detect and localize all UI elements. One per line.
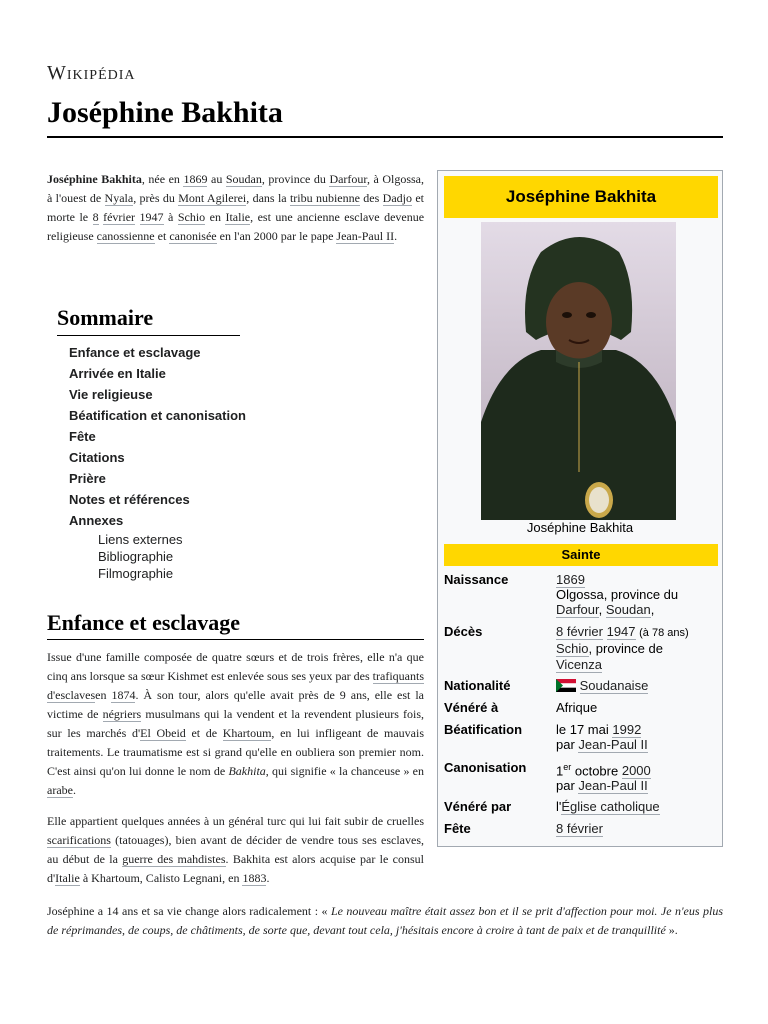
label-deces: Décès bbox=[444, 624, 483, 639]
link-guerre-mahdistes[interactable]: guerre des mahdistes bbox=[122, 852, 226, 866]
link-soudan-infobox[interactable]: Soudan bbox=[605, 602, 651, 617]
link-1883[interactable]: 1883 bbox=[242, 871, 267, 885]
link-jean-paul-ii[interactable]: Jean-Paul II bbox=[336, 229, 395, 243]
emphasis-bakhita: Bakhita bbox=[228, 764, 266, 778]
toc-list bbox=[57, 342, 246, 582]
text: (tatouages), bien avant de décider de vendre tous ses esclaves, au début de la bbox=[47, 833, 424, 866]
link-khartoum[interactable]: Khartoum bbox=[222, 726, 272, 740]
text: . bbox=[266, 871, 270, 885]
toc-title: Sommaire bbox=[57, 305, 154, 330]
link-nyala[interactable]: Nyala bbox=[104, 191, 134, 205]
toc-item[interactable]: Notes et références bbox=[69, 492, 190, 507]
text: au bbox=[207, 172, 226, 186]
link-arabe[interactable]: arabe bbox=[47, 783, 73, 797]
text: à Khartoum, Calisto Legnani, en bbox=[79, 871, 243, 885]
text: Olgossa, province du bbox=[556, 587, 679, 602]
value-fete bbox=[556, 821, 718, 836]
portrait-illustration bbox=[481, 222, 676, 520]
link-trafiquants[interactable]: trafiquants d'esclaves bbox=[47, 669, 424, 702]
text: et morte le bbox=[47, 191, 424, 224]
link-8[interactable]: 8 bbox=[92, 210, 99, 224]
value-venere-par bbox=[556, 799, 718, 814]
label-venere-a: Vénéré à bbox=[444, 700, 499, 715]
text: . À son tour, alors qu'elle avait près de 9 ans, elle est la victime de bbox=[47, 688, 424, 721]
link-1992[interactable]: 1992 bbox=[612, 722, 642, 737]
text: , dans la bbox=[246, 191, 290, 205]
link-8-fevrier-infobox[interactable]: 8 février bbox=[556, 624, 603, 639]
toc-subitem[interactable]: Liens externes bbox=[98, 532, 183, 547]
text: Issue d'une famille composée de quatre sœurs et de trois frères, elle n'a que cinq ans lorsque sa sœur Kishmet est enlevée sous ses yeux par des bbox=[47, 650, 424, 683]
link-soudanaise[interactable]: Soudanaise bbox=[579, 678, 649, 693]
text: en bbox=[95, 688, 112, 702]
link-canonisee[interactable]: canonisée bbox=[169, 229, 217, 243]
link-1869-infobox[interactable]: 1869 bbox=[556, 572, 585, 587]
toc-item[interactable]: Fête bbox=[69, 429, 96, 444]
toc-item[interactable]: Arrivée en Italie bbox=[69, 366, 166, 381]
toc-subitem[interactable]: Filmographie bbox=[98, 566, 174, 581]
link-jean-paul-ii-beat[interactable]: Jean-Paul II bbox=[578, 737, 648, 752]
section-divider bbox=[47, 639, 424, 640]
text: en l'an 2000 par le pape bbox=[216, 229, 337, 243]
title-divider bbox=[47, 136, 723, 138]
text: , près du bbox=[133, 191, 179, 205]
text: le 17 mai bbox=[556, 722, 613, 737]
text: en bbox=[205, 210, 226, 224]
link-darfour[interactable]: Darfour bbox=[329, 172, 367, 186]
link-fevrier[interactable]: février bbox=[103, 210, 136, 224]
table-of-contents bbox=[57, 305, 246, 582]
portrait-caption: Joséphine Bakhita bbox=[526, 520, 634, 535]
age: (à 78 ans) bbox=[639, 627, 689, 639]
toc-divider bbox=[57, 335, 240, 336]
text: des bbox=[359, 191, 383, 205]
link-2000[interactable]: 2000 bbox=[621, 763, 651, 779]
toc-subitem[interactable]: Bibliographie bbox=[98, 549, 174, 564]
infobox-title: Joséphine Bakhita bbox=[444, 176, 718, 218]
text: Elle appartient quelques années à un général turc qui lui fait subir de cruelles bbox=[47, 814, 424, 828]
text: ». bbox=[665, 923, 678, 937]
text: er bbox=[563, 762, 572, 772]
quote: Le nouveau maître était assez bon et il se prit d'affection pour moi. Je n'eus plus de réprimandes, de coups, de châtiments, de sorte que, devant tout cela, j'hésitais encore à croire à tant de paix et de tranquillité bbox=[47, 904, 723, 937]
link-scarifications[interactable]: scarifications bbox=[47, 833, 111, 847]
text: Joséphine a 14 ans et sa vie change alors radicalement : « bbox=[47, 904, 331, 918]
text: . bbox=[394, 229, 398, 243]
text: et de bbox=[185, 726, 223, 740]
wikipedia-wordmark[interactable]: Wikipédia bbox=[47, 62, 136, 84]
link-italie[interactable]: Italie bbox=[225, 210, 251, 224]
text: à bbox=[163, 210, 178, 224]
text: , qui signifie « la chanceuse » en bbox=[265, 764, 425, 778]
value-nationalite bbox=[556, 678, 718, 693]
text: , province du bbox=[261, 172, 330, 186]
link-canossienne[interactable]: canossienne bbox=[96, 229, 155, 243]
link-vicenza-infobox[interactable]: Vicenza bbox=[556, 657, 603, 672]
text: musulmans qui la vendent et la revendent plusieurs fois, sur les marchés d' bbox=[47, 707, 424, 740]
infobox bbox=[437, 170, 723, 847]
intro-subject: Joséphine Bakhita bbox=[47, 172, 142, 186]
text: 1 bbox=[556, 763, 564, 779]
link-1874[interactable]: 1874 bbox=[111, 688, 136, 702]
intro-paragraph bbox=[47, 170, 424, 246]
section1-paragraph-1 bbox=[47, 648, 424, 800]
text: , née en bbox=[141, 172, 184, 186]
value-beatification bbox=[556, 722, 718, 752]
sudan-flag-icon bbox=[556, 679, 576, 692]
link-1947[interactable]: 1947 bbox=[139, 210, 164, 224]
section-heading-enfance: Enfance et esclavage bbox=[47, 610, 241, 635]
link-1869[interactable]: 1869 bbox=[183, 172, 208, 186]
link-italie-2[interactable]: Italie bbox=[55, 871, 80, 885]
label-fete: Fête bbox=[444, 821, 471, 836]
value-canonisation bbox=[556, 760, 718, 793]
value-venere-a: Afrique bbox=[556, 700, 598, 715]
link-schio[interactable]: Schio bbox=[177, 210, 206, 224]
text: , en lui infligeant de mauvais traitements. Le traumatisme est si grand qu'elle en oubliera son premier nom. C'est ainsi qu'on lui donne le nom de bbox=[47, 726, 424, 778]
value-naissance: 1869 Olgossa, province du Darfour, Soudan, bbox=[556, 572, 679, 617]
value-deces bbox=[556, 624, 718, 673]
text: par bbox=[556, 778, 579, 794]
section1-paragraph-3 bbox=[47, 902, 723, 940]
link-schio-infobox[interactable]: Schio bbox=[556, 641, 589, 656]
label-naissance: Naissance bbox=[444, 572, 509, 587]
page-title: Joséphine Bakhita bbox=[47, 96, 283, 129]
link-8-fevrier-fete[interactable]: 8 février bbox=[556, 821, 603, 836]
text: , province de bbox=[588, 641, 663, 656]
label-nationalite: Nationalité bbox=[444, 678, 511, 693]
text: par bbox=[556, 737, 579, 752]
toc-item[interactable]: Enfance et esclavage bbox=[69, 345, 201, 360]
text: octobre bbox=[571, 763, 622, 779]
label-venere-par: Vénéré par bbox=[444, 799, 512, 814]
label-beatification: Béatification bbox=[444, 722, 523, 737]
text: , à Olgossa, à l'ouest de bbox=[47, 172, 424, 205]
label-canonisation: Canonisation bbox=[444, 760, 527, 775]
portrait-image[interactable] bbox=[481, 222, 676, 520]
toc-item[interactable]: Béatification et canonisation bbox=[69, 408, 246, 423]
link-jean-paul-ii-canon[interactable]: Jean-Paul II bbox=[578, 778, 648, 794]
toc-item[interactable]: Vie religieuse bbox=[69, 387, 153, 402]
text: . Bakhita est alors acquise par le consul d' bbox=[47, 852, 424, 885]
text: , bbox=[650, 602, 655, 617]
infobox-subtitle: Sainte bbox=[444, 544, 718, 566]
link-soudan[interactable]: Soudan bbox=[225, 172, 262, 186]
link-el-obeid[interactable]: El Obeid bbox=[140, 726, 186, 740]
text: et bbox=[154, 229, 170, 243]
text: l' bbox=[556, 799, 562, 814]
link-mont-agilerei[interactable]: Mont Agilerei bbox=[178, 191, 247, 205]
link-eglise-catholique[interactable]: Église catholique bbox=[561, 799, 660, 814]
link-1947-infobox[interactable]: 1947 bbox=[606, 624, 636, 639]
link-tribu-nubienne[interactable]: tribu nubienne bbox=[289, 191, 360, 205]
toc-item[interactable]: Citations bbox=[69, 450, 125, 465]
toc-item[interactable]: Prière bbox=[69, 471, 106, 486]
text: , est une ancienne esclave devenue religieuse bbox=[47, 210, 425, 243]
toc-item[interactable]: Annexes bbox=[69, 513, 124, 528]
link-negriers[interactable]: négriers bbox=[102, 707, 142, 721]
section1-paragraph-2 bbox=[47, 812, 424, 888]
text: . bbox=[72, 783, 76, 797]
link-darfour-infobox[interactable]: Darfour bbox=[556, 602, 599, 617]
link-dadjo[interactable]: Dadjo bbox=[382, 191, 412, 205]
